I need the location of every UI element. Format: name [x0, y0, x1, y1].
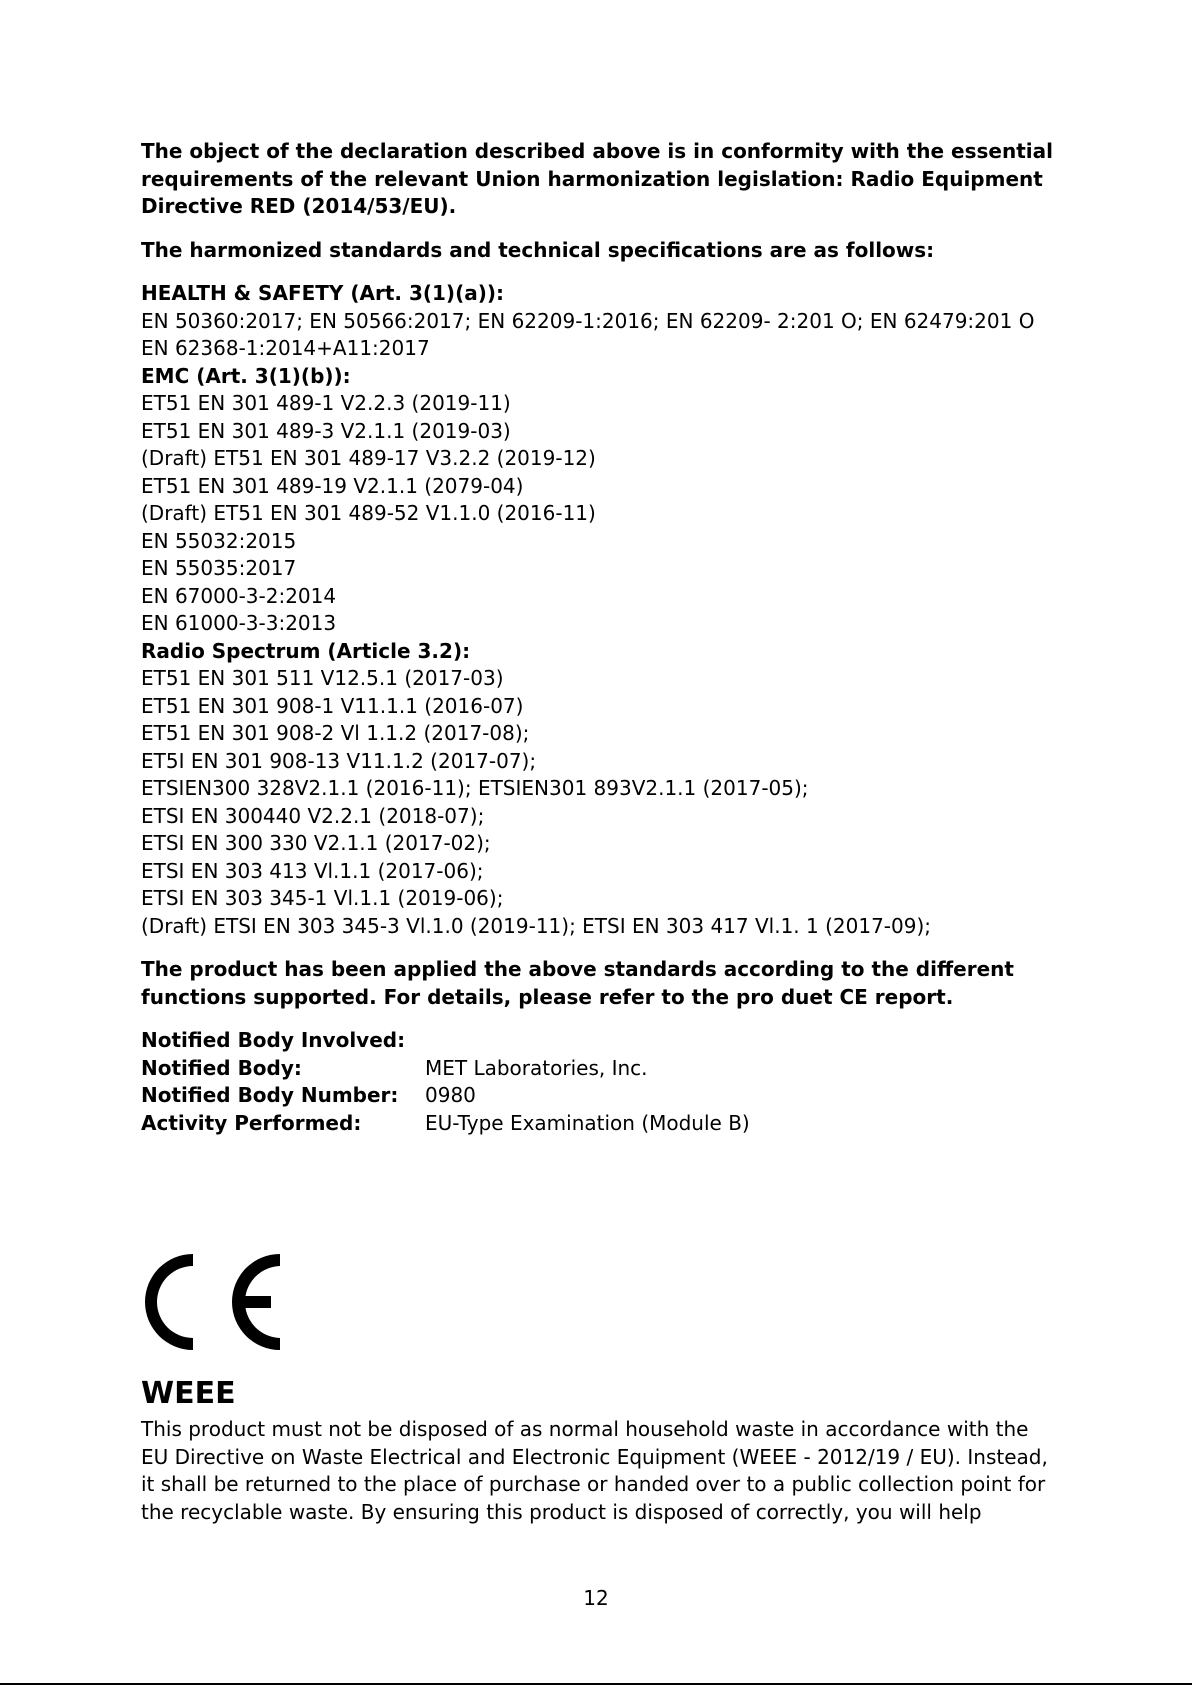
activity-performed-label: Activity Performed:	[141, 1110, 362, 1135]
standard-line: ETSI EN 303 413 Vl.1.1 (2017-06);	[141, 858, 484, 883]
standard-line: ET51 EN 301 908-2 Vl 1.1.2 (2017-08);	[141, 721, 530, 745]
notified-body-row	[141, 1055, 1061, 1083]
activity-performed-value: EU-Type Examination (Module B)	[425, 1110, 750, 1135]
notified-body-number-row	[141, 1082, 1061, 1110]
applied-standards-note: The product has been applied the above standards according to the different functions supported. For details, please refer to the pro duet CE report.	[141, 957, 1014, 1009]
standard-line: ET51 EN 301 489-19 V2.1.1 (2079-04)	[141, 473, 524, 498]
ce-mark-logo	[141, 1252, 281, 1352]
standard-line: EN 55035:2017	[141, 556, 297, 580]
standard-line: ETSIEN300 328V2.1.1 (2016-11); ETSIEN301 893V2.1.1 (2017-05);	[141, 776, 809, 800]
notified-body-label: Notified Body:	[141, 1055, 302, 1080]
radio-spectrum-heading: Radio Spectrum (Article 3.2):	[141, 638, 471, 663]
emc-section	[141, 363, 1061, 638]
activity-performed-row	[141, 1110, 1061, 1138]
ce-letter-e	[232, 1254, 280, 1350]
notified-body-value: MET Laboratories, Inc.	[425, 1055, 648, 1080]
standard-line: EN 67000-3-2:2014	[141, 583, 337, 608]
notified-body-number-label: Notified Body Number:	[141, 1083, 399, 1107]
standard-line: ETSI EN 300 330 V2.1.1 (2017-02);	[141, 831, 491, 855]
health-safety-heading: HEALTH & SAFETY (Art. 3(1)(a)):	[141, 281, 504, 305]
notified-body-heading: Notified Body Involved:	[141, 1028, 406, 1052]
standard-line: ETSI EN 303 345-1 Vl.1.1 (2019-06);	[141, 886, 504, 910]
standard-line: ET51 EN 301 511 V12.5.1 (2017-03)	[141, 666, 504, 690]
conformity-statement: The object of the declaration described above is in conformity with the essential requirements of the relevant Union harmonization legislation: Radio Equipment Directive RED (2014/53/EU).	[141, 139, 1053, 218]
standard-line: EN 55032:2015	[141, 528, 297, 553]
standard-line: (Draft) ETSI EN 303 345-3 Vl.1.0 (2019-11); ETSI EN 303 417 Vl.1. 1 (2017-09);	[141, 913, 932, 938]
weee-heading: WEEE	[141, 1376, 236, 1411]
weee-paragraph: This product must not be disposed of as normal household waste in accordance with the EU Directive on Waste Electrical and Electronic Equipment (WEEE - 2012/19 / EU). Instead, it shall be returned to the place of purchase or handed over to a public collection point for the recyclable waste. By ensuring this product is disposed of correctly, you will help	[141, 1417, 1048, 1524]
emc-heading: EMC (Art. 3(1)(b)):	[141, 363, 351, 388]
standard-line: ET51 EN 301 489-1 V2.2.3 (2019-11)	[141, 391, 511, 415]
declaration-content	[141, 138, 1061, 1137]
standard-line: ETSI EN 300440 V2.2.1 (2018-07);	[141, 803, 485, 828]
standard-line: EN 50360:2017; EN 50566:2017; EN 62209-1:2016; EN 62209- 2:201 O; EN 62479:201 O	[141, 308, 1035, 333]
standard-line: EN 61000-3-3:2013	[141, 611, 337, 635]
notified-body-number-value: 0980	[425, 1083, 476, 1107]
standard-line: (Draft) ET51 EN 301 489-17 V3.2.2 (2019-12)	[141, 446, 596, 470]
standard-line: ET51 EN 301 908-1 V11.1.1 (2016-07)	[141, 693, 524, 718]
page-number: 12	[583, 1586, 609, 1610]
standards-intro: The harmonized standards and technical specifications are as follows:	[141, 237, 935, 262]
ce-letter-c	[145, 1254, 193, 1350]
health-safety-section	[141, 280, 1061, 363]
standard-line: ET5I EN 301 908-13 V11.1.2 (2017-07);	[141, 748, 537, 773]
standard-line: EN 62368-1:2014+A11:2017	[141, 336, 430, 360]
standard-line: (Draft) ET51 EN 301 489-52 V1.1.0 (2016-11)	[141, 501, 596, 525]
standard-line: ET51 EN 301 489-3 V2.1.1 (2019-03)	[141, 418, 511, 443]
radio-spectrum-section	[141, 638, 1061, 941]
